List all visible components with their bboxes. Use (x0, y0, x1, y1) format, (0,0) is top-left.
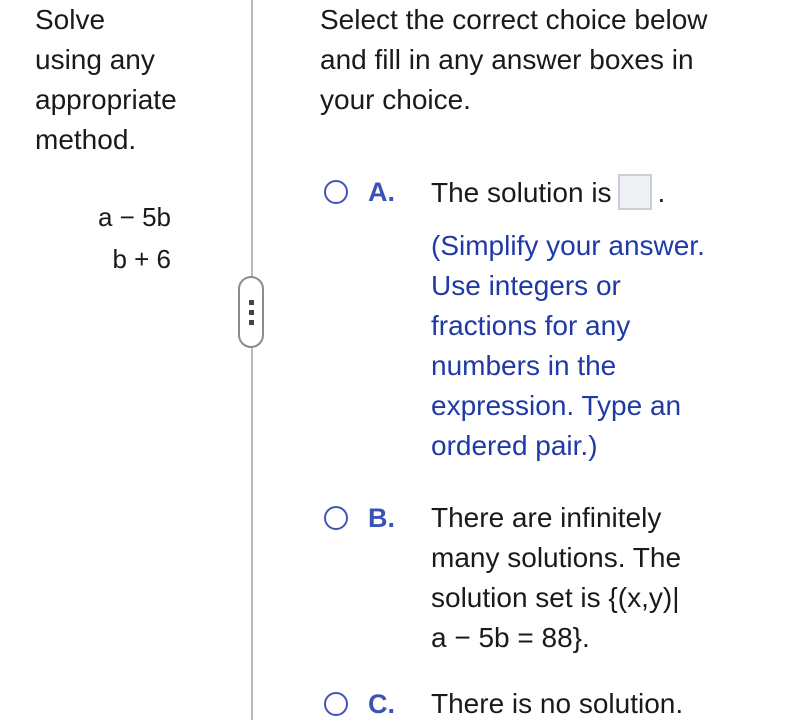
grip-dot (249, 300, 254, 305)
choice-a-letter: A. (368, 177, 395, 207)
choice-a-statement (431, 173, 771, 213)
equation-2: b + 6 (112, 244, 172, 274)
left-instruction: Solve using any appropriate method. (35, 4, 177, 155)
radio-unchecked-icon[interactable] (324, 506, 348, 530)
right-panel (320, 0, 790, 719)
choice-b-letter: B. (368, 503, 395, 533)
choice-c-letter: C. (368, 689, 395, 719)
answer-input-box[interactable] (618, 174, 652, 210)
radio-unchecked-icon[interactable] (324, 180, 348, 204)
choice-a-text: The solution is (431, 177, 612, 208)
choice-a-hint: (Simplify your answer. Use integers or fractions for any numbers in the expression. Type an ordered pair.) (431, 230, 705, 461)
choice-c-text: There is no solution. (431, 688, 684, 719)
choice-b-text: There are infinitely many solutions. The solution set is {(x,y)| a − 5b = 88}. (431, 502, 682, 653)
choice-a-body (431, 177, 771, 466)
grip-dot (249, 310, 254, 315)
equation-system (98, 196, 171, 280)
panel-divider (251, 0, 253, 720)
left-panel (35, 0, 235, 160)
right-instruction: Select the correct choice below and fill in any answer boxes in your choice. (320, 4, 708, 115)
radio-unchecked-icon[interactable] (324, 692, 348, 716)
grip-dot (249, 320, 254, 325)
equation-1: a − 5b (98, 202, 172, 232)
vertical-grip-icon[interactable] (238, 276, 264, 348)
choice-a-period: . (657, 177, 666, 208)
